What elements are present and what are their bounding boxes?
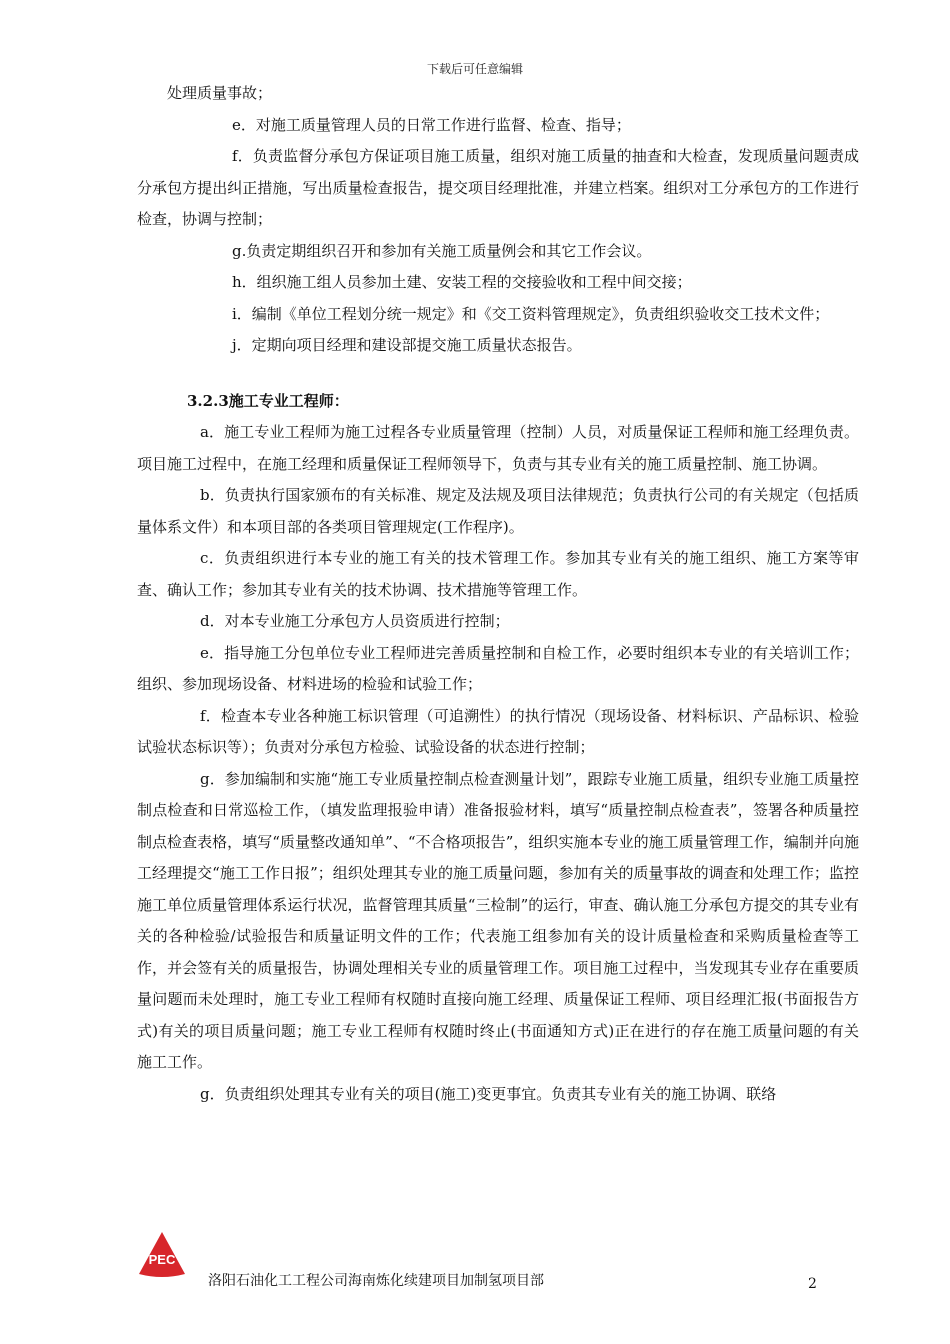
- section-gap: [137, 362, 859, 386]
- company-logo-icon: [137, 1230, 187, 1280]
- section-paragraph-e: e．指导施工分包单位专业工程师进完善质量控制和自检工作，必要时组织本专业的有关培训工作；组织、参加现场设备、材料进场的检验和试验工作；: [137, 643, 859, 693]
- paragraph-top-0: 处理质量事故；: [167, 84, 273, 102]
- page-header: 下载后可任意编辑: [426, 62, 523, 76]
- paragraph-top-6: j．定期向项目经理和建设部提交施工质量状态报告。: [232, 336, 582, 354]
- document-body: [137, 78, 859, 1110]
- section-paragraph-d: d．对本专业施工分承包方人员资质进行控制；: [200, 612, 510, 630]
- footer-company-name: 洛阳石油化工工程公司海南炼化续建项目加制氢项目部: [208, 1273, 544, 1289]
- paragraph-top-3: g.负责定期组织召开和参加有关施工质量例会和其它工作会议。: [232, 241, 652, 260]
- section-heading: 3.2.3施工专业工程师：: [187, 391, 349, 410]
- section-paragraph-a: a．施工专业工程师为施工过程各专业质量管理（控制）人员，对质量保证工程师和施工经理负责。项目施工过程中，在施工经理和质量保证工程师领导下，负责与其专业有关的施工质量控制、施工协调。: [137, 423, 859, 473]
- page-number: 2: [808, 1276, 817, 1292]
- paragraph-top-2: f．负责监督分承包方保证项目施工质量，组织对施工质量的抽查和大检查，发现质量问题责成分承包方提出纠正措施，写出质量检查报告，提交项目经理批准，并建立档案。组织对工分承包方的工作进行检查，协调与控制；: [137, 147, 859, 228]
- section-paragraph-g2: g．负责组织处理其专业有关的项目(施工)变更事宜。负责其专业有关的施工协调、联络: [200, 1084, 777, 1103]
- logo-text: PEC: [148, 1252, 176, 1267]
- paragraph-top-1: e．对施工质量管理人员的日常工作进行监督、检查、指导；: [232, 115, 631, 134]
- paragraph-top-4: h．组织施工组人员参加土建、安装工程的交接验收和工程中间交接；: [232, 273, 692, 291]
- section-paragraph-c: c．负责组织进行本专业的施工有关的技术管理工作。参加其专业有关的施工组织、施工方案等审查、确认工作；参加其专业有关的技术协调、技术措施等管理工作。: [137, 549, 859, 599]
- section-paragraph-b: b．负责执行国家颁布的有关标准、规定及法规及项目法律规范；负责执行公司的有关规定（包括质量体系文件）和本项目部的各类项目管理规定(工作程序)。: [137, 486, 859, 536]
- section-paragraph-f: f．检查本专业各种施工标识管理（可追溯性）的执行情况（现场设备、材料标识、产品标识、检验试验状态标识等）；负责对分承包方检验、试验设备的状态进行控制；: [137, 706, 859, 756]
- section-paragraph-g: g．参加编制和实施“施工专业质量控制点检查测量计划”，跟踪专业施工质量，组织专业施工质量控制点检查和日常巡检工作，（填发监理报验申请）准备报验材料，填写“质量控制点检查表”，签署各种质量控制点检查表格，填写“质量整改通知单”、“不合格项报告”，组织实施本专业的施工质量管理工作，编制并向施工经理提交“施工工作日报”；组织处理其专业的施工质量问题，参加有关的质量事故的调查和处理工作；监控施工单位质量管理体系运行状况，监督管理其质量“三检制”的运行，审查、确认施工分承包方提交的其专业有关的各种检验/试验报告和质量证明文件的工作；代表施工组参加有关的设计质量检查和采购质量检查等工作，并会签有关的质量报告，协调处理相关专业的质量管理工作。项目施工过程中，当发现其专业存在重要质量问题而未处理时，施工专业工程师有权随时直接向施工经理、质量保证工程师、项目经理汇报(书面报告方式)有关的项目质量问题；施工专业工程师有权随时终止(书面通知方式)正在进行的存在施工质量问题的有关施工工作。: [137, 769, 859, 1071]
- paragraph-top-5: i．编制《单位工程划分统一规定》和《交工资料管理规定》，负责组织验收交工技术文件；: [232, 304, 830, 323]
